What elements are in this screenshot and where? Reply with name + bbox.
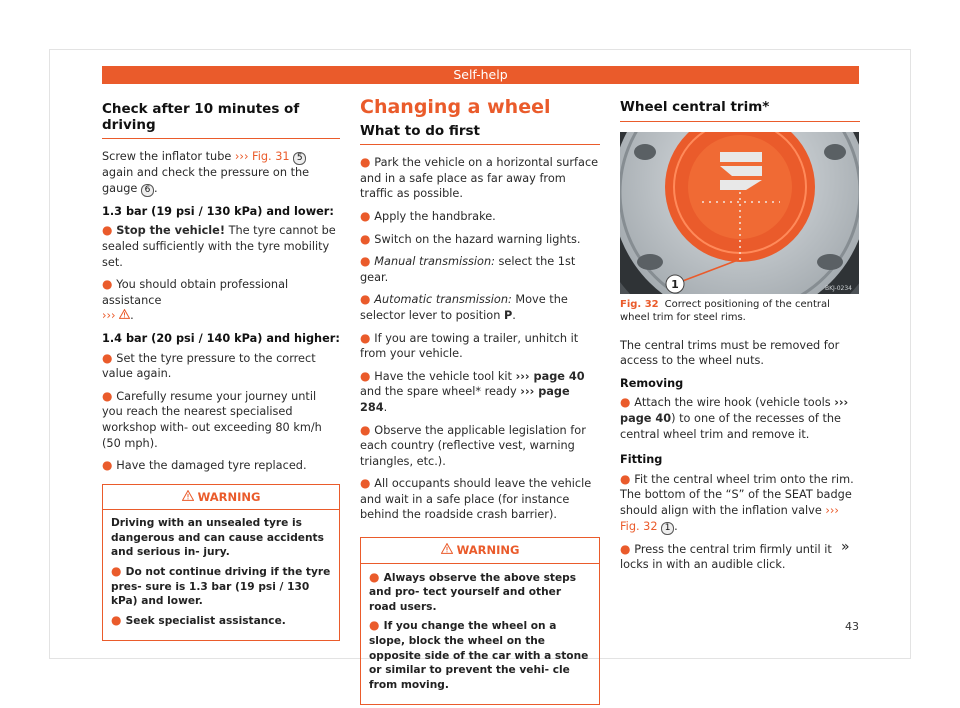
- figure-caption: Fig. 32 Correct positioning of the central wheel trim for steel rims.: [620, 298, 830, 323]
- bullet-icon: ●: [360, 292, 375, 307]
- bullet-icon: ●: [360, 476, 375, 491]
- list-item: ● Observe the applicable legislation for each country (reflective vest, warning triangles, etc.).: [360, 422, 586, 468]
- bullet-icon: ●: [360, 254, 375, 269]
- page-number: 43: [845, 620, 859, 633]
- pressure-subheading: 1.4 bar (20 psi / 140 kPa) and higher:: [102, 331, 340, 345]
- warning-box: [102, 484, 340, 642]
- list-item: ● Switch on the hazard warning lights.: [360, 231, 581, 246]
- warning-box: [360, 537, 600, 705]
- bullet-icon: ●: [111, 612, 126, 627]
- bullet-icon: ●: [360, 155, 375, 170]
- list-item: ● Automatic transmission: Move the selector lever to position P.: [360, 292, 568, 322]
- right-column: [620, 100, 860, 580]
- bullet-icon: ●: [360, 368, 375, 383]
- list-item: ● Park the vehicle on a horizontal surface and in a safe place as far away from traffic as possible.: [360, 155, 599, 201]
- procedure-subheading: Removing: [620, 376, 684, 390]
- list-item: ● Stop the vehicle! The tyre cannot be sealed sufficiently with the tyre mobility set.: [102, 223, 336, 269]
- warning-triangle-icon: [119, 309, 130, 322]
- bullet-icon: ●: [369, 569, 384, 584]
- warning-triangle-icon: [182, 490, 194, 504]
- intro-paragraph: Screw the inflator tube ››› Fig. 31 5 again and check the pressure on the gauge 6 .: [102, 150, 310, 195]
- bullet-icon: ●: [360, 231, 375, 246]
- page-link[interactable]: ››› page 40: [620, 396, 849, 425]
- bullet-icon: ●: [102, 277, 117, 292]
- callout-badge: 6: [141, 184, 154, 197]
- bullet-icon: ●: [620, 395, 635, 410]
- middle-column: [360, 96, 600, 705]
- list-item: ● Attach the wire hook (vehicle tools ››› page 40) to one of the recesses of the central wheel trim and remove it.: [620, 395, 849, 441]
- procedure-subheading: Fitting: [620, 453, 663, 467]
- bullet-icon: ●: [102, 223, 117, 238]
- list-item: ● If you are towing a trailer, unhitch it from your vehicle.: [360, 330, 579, 361]
- bullet-icon: ●: [102, 350, 117, 365]
- continue-mark: »: [841, 539, 850, 555]
- figure-code: BKJ-0234: [824, 284, 852, 292]
- bullet-icon: ●: [360, 330, 375, 345]
- left-column: [102, 102, 340, 641]
- warning-link[interactable]: ›››: [102, 309, 116, 323]
- warning-bullet: ● If you change the wheel on a slope, block the wheel on the opposite side of the car with a stone or similar to prevent the vehi- cle from moving.: [369, 618, 589, 691]
- warning-header: WARNING: [361, 538, 599, 564]
- wheel-trim-figure: [620, 132, 859, 294]
- callout-badge: 1: [661, 522, 674, 535]
- list-item: ● Press the central trim firmly until it locks in with an audible click.: [620, 541, 832, 572]
- warning-bullet: ● Always observe the above steps and pro- tect yourself and other road users.: [369, 569, 577, 613]
- section-band: Self-help: [102, 66, 859, 84]
- page-link[interactable]: ››› page 284: [360, 385, 570, 414]
- warning-text: Driving with an unsealed tyre is dangerous and can cause accidents and serious in- jury.: [111, 517, 324, 559]
- warning-bullet: ● Do not continue driving if the tyre pres- sure is 1.3 bar (19 psi / 130 kPa) and lower.: [111, 564, 331, 608]
- paragraph: The central trims must be removed for access to the wheel nuts.: [620, 338, 840, 368]
- bullet-icon: ●: [360, 208, 375, 223]
- fig-link[interactable]: ››› Fig. 31: [234, 150, 290, 164]
- callout-badge: 5: [293, 152, 306, 165]
- list-item: ● Carefully resume your journey until you reach the nearest specialised workshop with- out exceeding 80 km/h (50 mph).: [102, 388, 322, 450]
- bullet-icon: ●: [102, 458, 117, 473]
- list-item: ● Have the vehicle tool kit ››› page 40 and the spare wheel* ready ››› page 284.: [360, 368, 585, 414]
- list-item: ● You should obtain professional assistance ››› .: [102, 277, 289, 323]
- section-heading: Check after 10 minutes of driving: [102, 102, 340, 139]
- fig-link[interactable]: ››› Fig. 32: [620, 503, 839, 533]
- bullet-icon: ●: [369, 618, 384, 633]
- list-item: ● Apply the handbrake.: [360, 208, 496, 223]
- list-item: ● All occupants should leave the vehicle and wait in a safe place (for instance behind the roadside crash barrier).: [360, 476, 592, 522]
- list-item: ● Manual transmission: select the 1st gear.: [360, 254, 576, 284]
- wheel-trim-illustration: [620, 132, 859, 294]
- bullet-icon: ●: [620, 471, 635, 486]
- list-item: ● Set the tyre pressure to the correct value again.: [102, 350, 316, 381]
- warning-bullet: ● Seek specialist assistance.: [111, 612, 286, 627]
- bullet-icon: ●: [360, 422, 375, 437]
- page-link[interactable]: ››› page 40: [515, 369, 585, 383]
- warning-triangle-icon: [441, 543, 453, 557]
- list-item: ● Fit the central wheel trim onto the rim. The bottom of the “S” of the SEAT badge should align with the inflation valve ››› Fig. 32 1 .: [620, 471, 854, 533]
- figure-callout: 1: [671, 277, 679, 291]
- pressure-subheading: 1.3 bar (19 psi / 130 kPa) and lower:: [102, 204, 334, 218]
- section-heading: Wheel central trim*: [620, 100, 860, 122]
- warning-header: WARNING: [103, 485, 339, 511]
- bullet-icon: ●: [102, 388, 117, 403]
- section-heading: What to do first: [360, 124, 600, 146]
- bullet-icon: ●: [620, 541, 635, 556]
- bullet-icon: ●: [111, 564, 126, 579]
- page-title: Changing a wheel: [360, 96, 551, 118]
- list-item: ● Have the damaged tyre replaced.: [102, 458, 307, 473]
